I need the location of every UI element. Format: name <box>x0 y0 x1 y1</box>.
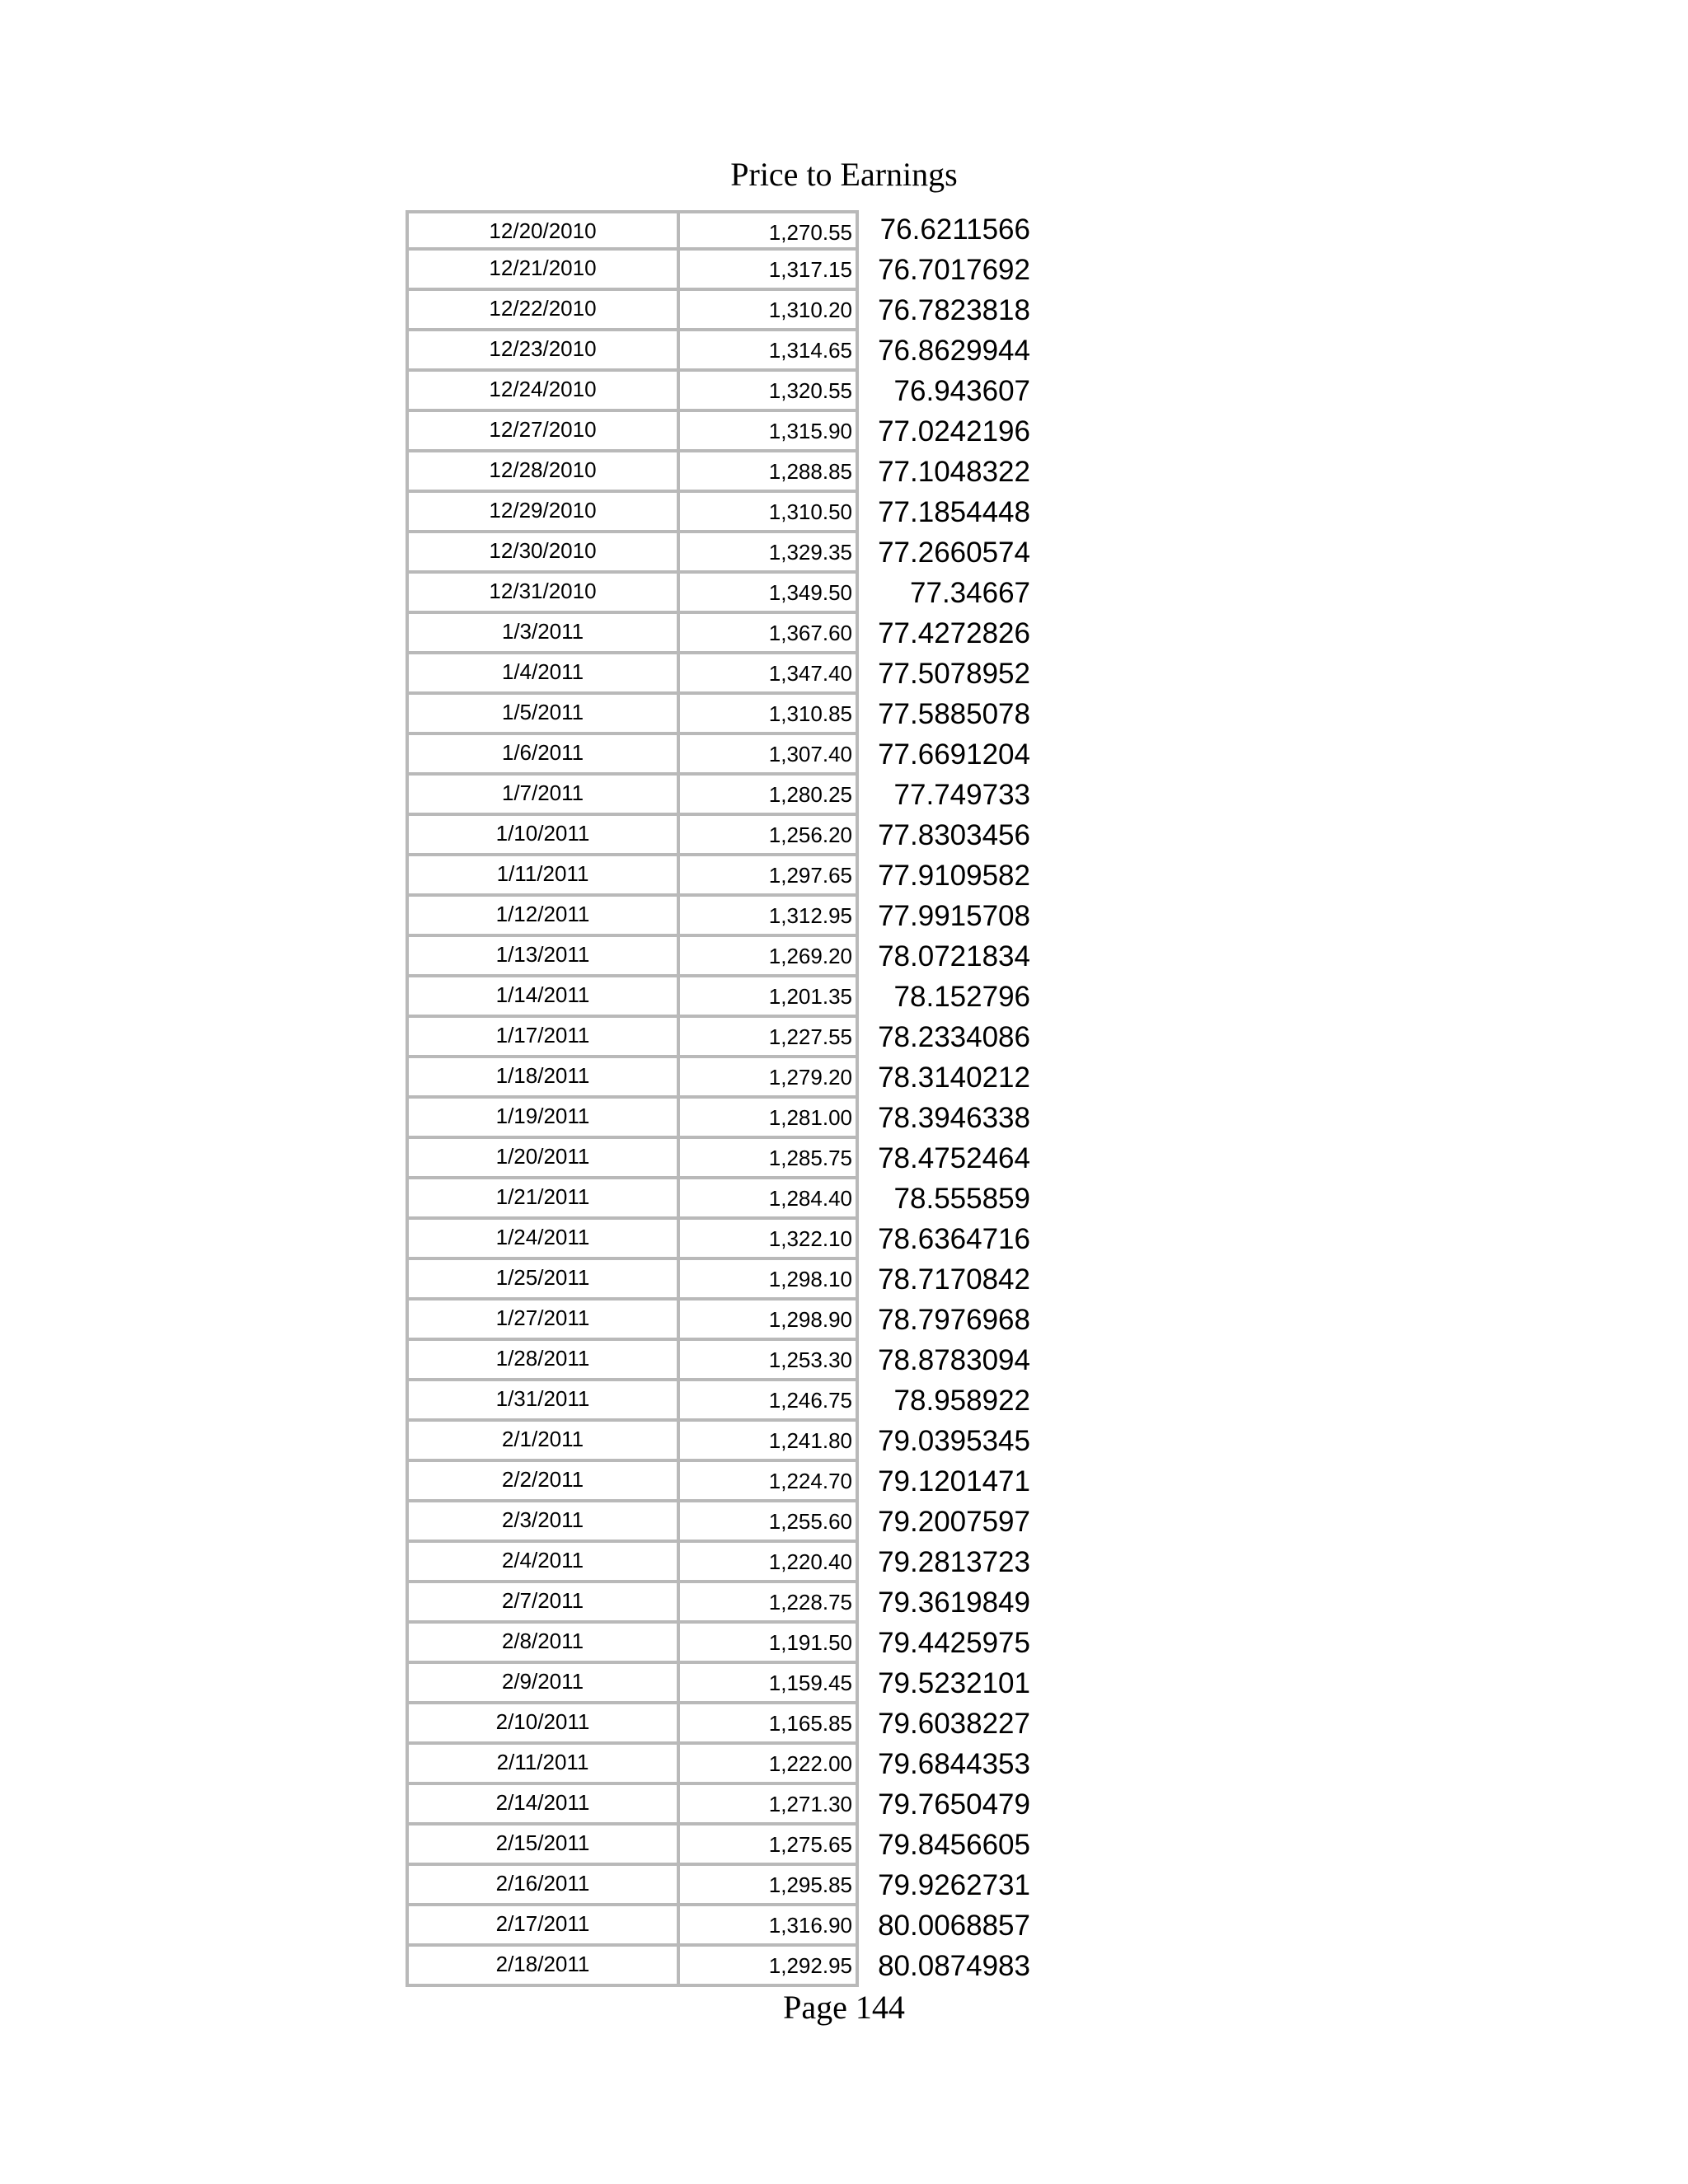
table-row <box>406 1220 1032 1260</box>
price-cell: 1,270.55 <box>680 210 859 251</box>
table-row <box>406 695 1032 735</box>
date-cell: 2/9/2011 <box>406 1664 680 1704</box>
pe-ratio-cell: 79.4425975 <box>878 1627 1030 1659</box>
date-cell: 12/20/2010 <box>406 210 680 251</box>
price-cell: 1,285.75 <box>680 1139 859 1179</box>
price-cell: 1,275.65 <box>680 1825 859 1866</box>
date-cell: 1/21/2011 <box>406 1179 680 1220</box>
pe-ratio-cell: 79.3619849 <box>878 1586 1030 1619</box>
pe-ratio-cell: 77.2660574 <box>878 537 1030 569</box>
table-row <box>406 1099 1032 1139</box>
price-cell: 1,297.65 <box>680 856 859 897</box>
pe-ratio-cell: 79.1201471 <box>878 1465 1030 1497</box>
date-cell: 1/27/2011 <box>406 1301 680 1341</box>
table-row <box>406 654 1032 695</box>
date-cell: 1/7/2011 <box>406 776 680 816</box>
table-row <box>406 372 1032 412</box>
price-cell: 1,228.75 <box>680 1583 859 1624</box>
price-cell: 1,316.90 <box>680 1906 859 1947</box>
price-cell: 1,317.15 <box>680 251 859 291</box>
table-row <box>406 1301 1032 1341</box>
table-row <box>406 1543 1032 1583</box>
date-cell: 12/22/2010 <box>406 291 680 331</box>
table-row <box>406 210 1032 251</box>
pe-ratio-cell: 79.9262731 <box>878 1869 1030 1901</box>
table-row <box>406 1583 1032 1624</box>
table-row <box>406 1422 1032 1462</box>
pe-ratio-cell: 78.555859 <box>893 1183 1030 1215</box>
price-cell: 1,224.70 <box>680 1462 859 1502</box>
table-row <box>406 533 1032 574</box>
date-cell: 1/12/2011 <box>406 897 680 937</box>
date-cell: 12/31/2010 <box>406 574 680 614</box>
pe-ratio-cell: 80.0874983 <box>878 1950 1030 1982</box>
price-cell: 1,165.85 <box>680 1704 859 1745</box>
date-cell: 12/21/2010 <box>406 251 680 291</box>
table-row <box>406 331 1032 372</box>
price-cell: 1,310.85 <box>680 695 859 735</box>
date-cell: 2/3/2011 <box>406 1502 680 1543</box>
pe-ratio-cell: 78.0721834 <box>878 940 1030 972</box>
pe-ratio-cell: 78.6364716 <box>878 1223 1030 1255</box>
table-row <box>406 1341 1032 1381</box>
price-cell: 1,322.10 <box>680 1220 859 1260</box>
table-row <box>406 856 1032 897</box>
table-row <box>406 614 1032 654</box>
pe-ratio-cell: 79.7650479 <box>878 1788 1030 1821</box>
pe-ratio-cell: 77.34667 <box>910 577 1030 609</box>
table-row <box>406 493 1032 533</box>
price-cell: 1,288.85 <box>680 452 859 493</box>
table-row <box>406 1785 1032 1825</box>
table-row <box>406 776 1032 816</box>
table-row <box>406 1906 1032 1947</box>
price-cell: 1,310.20 <box>680 291 859 331</box>
date-cell: 1/4/2011 <box>406 654 680 695</box>
pe-ratio-cell: 78.8783094 <box>878 1344 1030 1376</box>
date-cell: 2/18/2011 <box>406 1947 680 1987</box>
price-cell: 1,255.60 <box>680 1502 859 1543</box>
pe-ratio-cell: 78.3140212 <box>878 1062 1030 1094</box>
pe-ratio-cell: 77.8303456 <box>878 819 1030 851</box>
date-cell: 12/24/2010 <box>406 372 680 412</box>
date-cell: 12/27/2010 <box>406 412 680 452</box>
date-cell: 2/17/2011 <box>406 1906 680 1947</box>
table-row <box>406 1704 1032 1745</box>
price-cell: 1,280.25 <box>680 776 859 816</box>
price-cell: 1,320.55 <box>680 372 859 412</box>
price-cell: 1,279.20 <box>680 1058 859 1099</box>
date-cell: 2/16/2011 <box>406 1866 680 1906</box>
date-cell: 12/29/2010 <box>406 493 680 533</box>
pe-ratio-cell: 77.1048322 <box>878 456 1030 488</box>
date-cell: 1/11/2011 <box>406 856 680 897</box>
table-row <box>406 452 1032 493</box>
pe-ratio-cell: 77.4272826 <box>878 617 1030 649</box>
pe-ratio-cell: 78.3946338 <box>878 1102 1030 1134</box>
date-cell: 2/8/2011 <box>406 1624 680 1664</box>
date-cell: 12/28/2010 <box>406 452 680 493</box>
table-row <box>406 1179 1032 1220</box>
table-row <box>406 1664 1032 1704</box>
table-row <box>406 897 1032 937</box>
date-cell: 1/31/2011 <box>406 1381 680 1422</box>
pe-ratio-cell: 78.4752464 <box>878 1142 1030 1174</box>
table-row <box>406 1866 1032 1906</box>
date-cell: 2/2/2011 <box>406 1462 680 1502</box>
price-cell: 1,201.35 <box>680 977 859 1018</box>
date-cell: 2/11/2011 <box>406 1745 680 1785</box>
date-cell: 1/6/2011 <box>406 735 680 776</box>
page-number: Page 144 <box>783 1989 905 2026</box>
price-cell: 1,227.55 <box>680 1018 859 1058</box>
table-row <box>406 412 1032 452</box>
date-cell: 12/23/2010 <box>406 331 680 372</box>
price-cell: 1,256.20 <box>680 816 859 856</box>
price-cell: 1,298.90 <box>680 1301 859 1341</box>
table-row <box>406 1058 1032 1099</box>
date-cell: 1/17/2011 <box>406 1018 680 1058</box>
date-cell: 2/1/2011 <box>406 1422 680 1462</box>
pe-ratio-cell: 77.749733 <box>893 779 1030 811</box>
price-cell: 1,312.95 <box>680 897 859 937</box>
table-row <box>406 1745 1032 1785</box>
price-cell: 1,159.45 <box>680 1664 859 1704</box>
price-cell: 1,191.50 <box>680 1624 859 1664</box>
table-row <box>406 937 1032 977</box>
price-cell: 1,271.30 <box>680 1785 859 1825</box>
pe-ratio-cell: 76.6211566 <box>879 213 1030 246</box>
price-cell: 1,347.40 <box>680 654 859 695</box>
pe-ratio-cell: 77.0242196 <box>878 415 1030 448</box>
pe-ratio-cell: 77.5078952 <box>878 658 1030 690</box>
price-cell: 1,284.40 <box>680 1179 859 1220</box>
table-row <box>406 1825 1032 1866</box>
table-row <box>406 816 1032 856</box>
price-cell: 1,298.10 <box>680 1260 859 1301</box>
pe-ratio-cell: 76.943607 <box>893 375 1030 407</box>
price-cell: 1,310.50 <box>680 493 859 533</box>
pe-ratio-cell: 77.9915708 <box>878 900 1030 932</box>
price-cell: 1,367.60 <box>680 614 859 654</box>
table-row <box>406 291 1032 331</box>
table-row <box>406 574 1032 614</box>
date-cell: 1/20/2011 <box>406 1139 680 1179</box>
pe-ratio-cell: 77.9109582 <box>878 860 1030 892</box>
price-cell: 1,295.85 <box>680 1866 859 1906</box>
table-row <box>406 1381 1032 1422</box>
date-cell: 2/10/2011 <box>406 1704 680 1745</box>
price-cell: 1,281.00 <box>680 1099 859 1139</box>
price-cell: 1,292.95 <box>680 1947 859 1987</box>
pe-ratio-cell: 79.0395345 <box>878 1425 1030 1457</box>
pe-ratio-cell: 79.6038227 <box>878 1708 1030 1740</box>
pe-ratio-cell: 79.5232101 <box>878 1667 1030 1699</box>
date-cell: 2/7/2011 <box>406 1583 680 1624</box>
price-cell: 1,246.75 <box>680 1381 859 1422</box>
table-row <box>406 251 1032 291</box>
pe-ratio-cell: 78.7976968 <box>878 1304 1030 1336</box>
price-cell: 1,307.40 <box>680 735 859 776</box>
pe-ratio-cell: 79.6844353 <box>878 1748 1030 1780</box>
price-cell: 1,315.90 <box>680 412 859 452</box>
page-title: Price to Earnings <box>730 156 958 193</box>
price-cell: 1,253.30 <box>680 1341 859 1381</box>
date-cell: 1/18/2011 <box>406 1058 680 1099</box>
table-row <box>406 1260 1032 1301</box>
table-row <box>406 1018 1032 1058</box>
date-cell: 1/25/2011 <box>406 1260 680 1301</box>
pe-ratio-cell: 79.2813723 <box>878 1546 1030 1578</box>
price-cell: 1,314.65 <box>680 331 859 372</box>
pe-ratio-cell: 77.5885078 <box>878 698 1030 730</box>
price-cell: 1,349.50 <box>680 574 859 614</box>
date-cell: 1/19/2011 <box>406 1099 680 1139</box>
date-cell: 1/24/2011 <box>406 1220 680 1260</box>
pe-ratio-cell: 76.7823818 <box>878 294 1030 326</box>
table-row <box>406 1947 1032 1987</box>
pe-ratio-cell: 78.2334086 <box>878 1021 1030 1053</box>
price-cell: 1,329.35 <box>680 533 859 574</box>
date-cell: 1/3/2011 <box>406 614 680 654</box>
date-cell: 1/10/2011 <box>406 816 680 856</box>
pe-ratio-cell: 77.1854448 <box>878 496 1030 528</box>
pe-ratio-cell: 76.7017692 <box>878 254 1030 286</box>
table-row <box>406 1139 1032 1179</box>
date-cell: 2/4/2011 <box>406 1543 680 1583</box>
price-cell: 1,222.00 <box>680 1745 859 1785</box>
date-cell: 1/14/2011 <box>406 977 680 1018</box>
pe-ratio-cell: 79.2007597 <box>878 1506 1030 1538</box>
table-row <box>406 1502 1032 1543</box>
table-row <box>406 1624 1032 1664</box>
price-cell: 1,269.20 <box>680 937 859 977</box>
table-row <box>406 977 1032 1018</box>
pe-ratio-cell: 78.152796 <box>893 981 1030 1013</box>
date-cell: 12/30/2010 <box>406 533 680 574</box>
pe-ratio-cell: 78.7170842 <box>878 1263 1030 1296</box>
price-cell: 1,241.80 <box>680 1422 859 1462</box>
table-row <box>406 1462 1032 1502</box>
pe-ratio-cell: 78.958922 <box>893 1385 1030 1417</box>
table-row <box>406 735 1032 776</box>
pe-ratio-cell: 79.8456605 <box>878 1829 1030 1861</box>
date-cell: 1/13/2011 <box>406 937 680 977</box>
price-earnings-table <box>406 210 1032 1987</box>
pe-ratio-cell: 80.0068857 <box>878 1910 1030 1942</box>
date-cell: 2/14/2011 <box>406 1785 680 1825</box>
date-cell: 2/15/2011 <box>406 1825 680 1866</box>
date-cell: 1/28/2011 <box>406 1341 680 1381</box>
price-cell: 1,220.40 <box>680 1543 859 1583</box>
date-cell: 1/5/2011 <box>406 695 680 735</box>
pe-ratio-cell: 77.6691204 <box>878 738 1030 771</box>
pe-ratio-cell: 76.8629944 <box>878 335 1030 367</box>
